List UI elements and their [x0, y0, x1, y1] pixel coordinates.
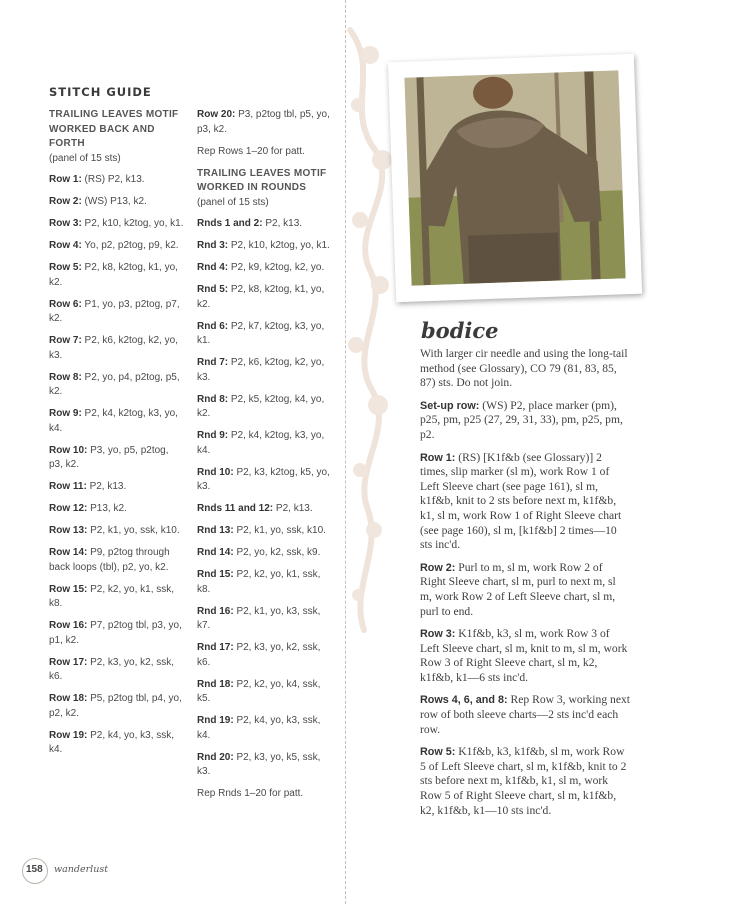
running-footer-title: wanderlust — [54, 864, 109, 875]
bodice-paragraph: Row 1: (RS) [K1f&b (see Glossary)] 2 times, slip marker (sl m), work Row 1 of Left Sleeve chart (see page 161), sl m, k1f&b, knit to 2 sts before next m, k1f&b, k1, sl m, work Row 1 of Right Sleeve chart (see page 160), sl m, [k1f&b] 2 times—10 sts inc'd. — [420, 450, 622, 552]
round-row: Rnd 17: P2, k3, yo, k2, ssk, k6. — [197, 642, 321, 668]
section-title-bodice: bodice — [421, 318, 499, 343]
sweater-photo-icon — [404, 70, 625, 285]
round-row: Rnd 13: P2, k1, yo, ssk, k10. — [197, 525, 326, 536]
round-row: Rnd 18: P2, k2, yo, k4, ssk, k5. — [197, 678, 321, 704]
flat-row: Row 19: P2, k4, yo, k3, ssk, k4. — [49, 729, 175, 755]
round-row: Rnd 14: P2, yo, k2, ssk, k9. — [197, 547, 321, 558]
flat-row: Row 13: P2, k1, yo, ssk, k10. — [49, 525, 180, 536]
bodice-paragraph: Row 5: K1f&b, k3, k1f&b, sl m, work Row 5 of Left Sleeve chart, sl m, k1f&b, knit to 2 sts before next m, k1f&b, k1, sl m, work Row 5 of Right Sleeve chart, sl m, k1f&b, k2, k1f&b, k1—10 sts inc'd. — [420, 745, 627, 817]
flat-row: Row 5: P2, k8, k2tog, k1, yo, k2. — [49, 262, 178, 288]
flat-motif-heading: TRAILING LEAVES MOTIF WORKED BACK AND FORTH — [49, 109, 179, 149]
bodice-paragraph: Row 3: K1f&b, k3, sl m, work Row 3 of Left Sleeve chart, sl m, knit to m, sl m, work Row 3 of Right Sleeve chart, sl m, k2, k1f&b, k1—6 sts inc'd. — [420, 627, 628, 684]
round-row: Rnd 7: P2, k6, k2tog, k2, yo, k3. — [197, 357, 325, 383]
flat-row: Row 8: P2, yo, p4, p2tog, p5, k2. — [49, 371, 180, 397]
flat-motif-panel-note: (panel of 15 sts) — [49, 152, 121, 164]
round-row: Rnd 3: P2, k10, k2tog, yo, k1. — [197, 240, 330, 251]
round-row: Rnd 20: P2, k3, yo, k5, ssk, k3. — [197, 751, 321, 777]
flat-row: Row 12: P13, k2. — [49, 503, 127, 514]
flat-repeat-note: Rep Rows 1–20 for patt. — [197, 145, 305, 157]
stitch-guide-column-1 — [49, 108, 185, 765]
round-row: Rnd 9: P2, k4, k2tog, k3, yo, k4. — [197, 430, 325, 456]
round-row: Rnd 8: P2, k5, k2tog, k4, yo, k2. — [197, 393, 325, 419]
flat-row: Row 11: P2, k13. — [49, 481, 127, 492]
flat-row: Row 14: P9, p2tog through back loops (tbl), p2, yo, k2. — [49, 547, 170, 573]
page-number: 158 — [26, 864, 43, 875]
flat-row: Row 6: P1, yo, p3, p2tog, p7, k2. — [49, 298, 180, 324]
flat-row: Row 3: P2, k10, k2tog, yo, k1. — [49, 218, 184, 229]
bodice-instructions — [420, 347, 630, 826]
flat-row: Row 17: P2, k3, yo, k2, ssk, k6. — [49, 656, 175, 682]
flat-row: Row 20: P3, p2tog tbl, p5, yo, p3, k2. — [197, 109, 330, 135]
bodice-paragraph: Rows 4, 6, and 8: Rep Row 3, working next row of both sleeve charts—2 sts inc'd each row. — [420, 693, 630, 736]
flat-row: Row 2: (WS) P13, k2. — [49, 196, 147, 207]
round-row: Rnd 4: P2, k9, k2tog, k2, yo. — [197, 262, 325, 273]
flat-row: Row 1: (RS) P2, k13. — [49, 174, 145, 185]
round-row: Rnd 10: P2, k3, k2tog, k5, yo, k3. — [197, 466, 330, 492]
round-row: Rnds 11 and 12: P2, k13. — [197, 503, 313, 514]
round-row: Rnd 6: P2, k7, k2tog, k3, yo, k1. — [197, 320, 325, 346]
bodice-paragraph: Row 2: Purl to m, sl m, work Row 2 of Right Sleeve chart, sl m, purl to next m, sl m, work Row 2 of Left Sleeve chart, sl m, purl to end. — [420, 560, 616, 618]
bodice-paragraph: Set-up row: (WS) P2, place marker (pm), p25, pm, p25 (27, 29, 31, 33), pm, p25, pm, p2. — [420, 398, 623, 441]
round-repeat-note: Rep Rnds 1–20 for patt. — [197, 788, 304, 799]
round-row: Rnds 1 and 2: P2, k13. — [197, 218, 303, 229]
flat-row: Row 15: P2, k2, yo, k1, ssk, k8. — [49, 583, 175, 609]
flat-row: Row 9: P2, k4, k2tog, k3, yo, k4. — [49, 408, 178, 434]
stitch-guide-column-2 — [197, 108, 333, 809]
model-photo — [404, 70, 625, 285]
round-row: Rnd 16: P2, k1, yo, k3, ssk, k7. — [197, 605, 321, 631]
flat-row: Row 10: P3, yo, p5, p2tog, p3, k2. — [49, 444, 169, 470]
round-motif-heading: TRAILING LEAVES MOTIF WORKED IN ROUNDS — [197, 167, 327, 193]
flat-row: Row 7: P2, k6, k2tog, k2, yo, k3. — [49, 335, 178, 361]
bodice-intro: With larger cir needle and using the long-tail method (see Glossary), CO 79 (81, 83, 85, 87) sts. Do not join. — [420, 347, 628, 390]
stitch-guide-title: STITCH GUIDE — [49, 85, 152, 99]
flat-row: Row 4: Yo, p2, p2tog, p9, k2. — [49, 240, 179, 251]
round-row: Rnd 19: P2, k4, yo, k3, ssk, k4. — [197, 715, 321, 741]
round-motif-panel-note: (panel of 15 sts) — [197, 196, 269, 208]
flat-row: Row 18: P5, p2tog tbl, p4, yo, p2, k2. — [49, 693, 182, 719]
round-row: Rnd 5: P2, k8, k2tog, k1, yo, k2. — [197, 284, 325, 310]
flat-row: Row 16: P7, p2tog tbl, p3, yo, p1, k2. — [49, 620, 182, 646]
round-row: Rnd 15: P2, k2, yo, k1, ssk, k8. — [197, 569, 321, 595]
photo-frame — [388, 54, 642, 302]
